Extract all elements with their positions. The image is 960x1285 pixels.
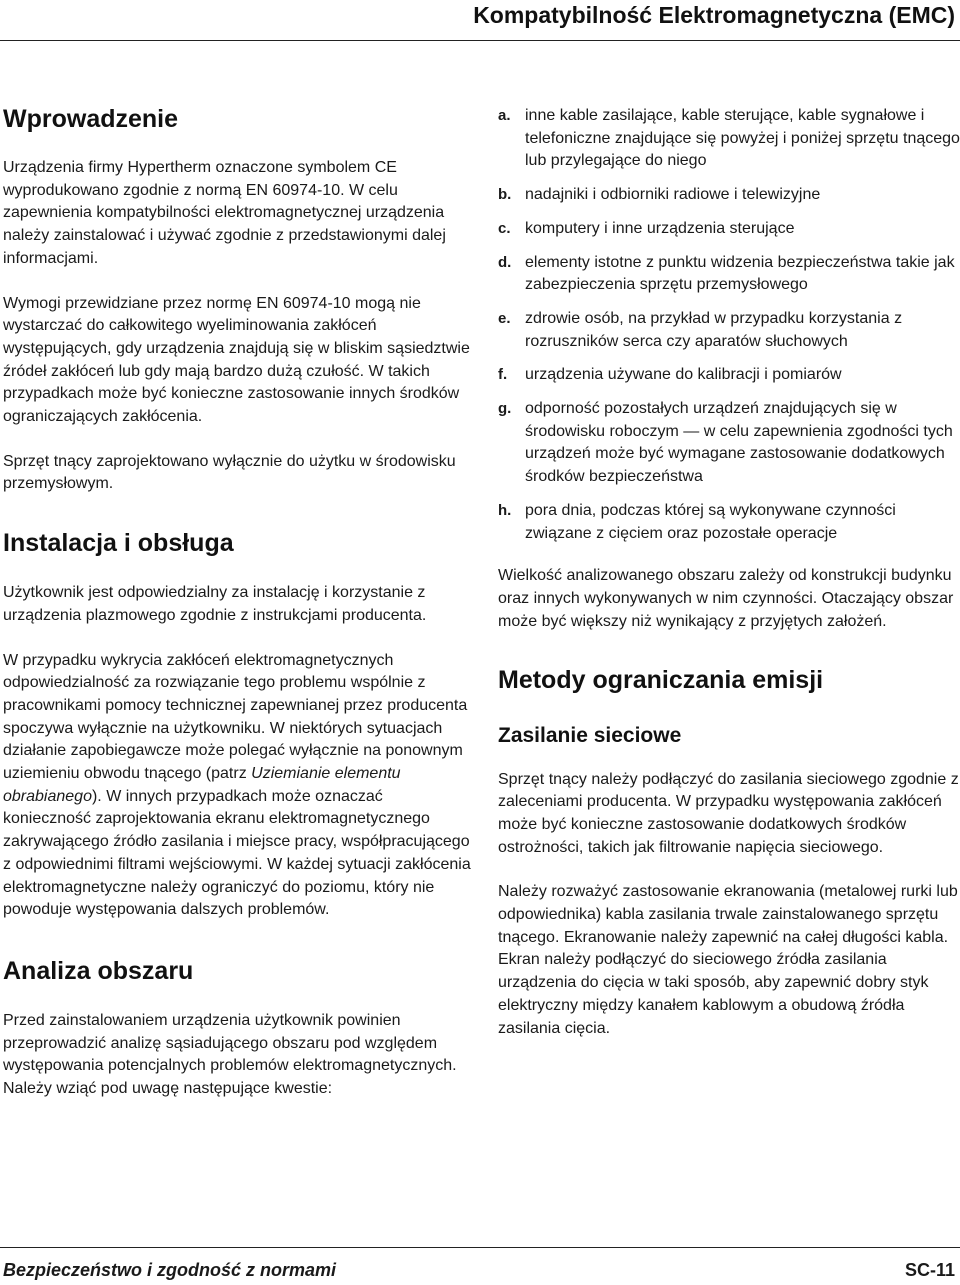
list-item-text: elementy istotne z punktu widzenia bezpieczeństwa takie jak zabezpieczenia sprzętu przemysłowego: [525, 253, 955, 294]
installation-paragraph-2-text-a: W przypadku wykrycia zakłóceń elektromagnetycznych odpowiedzialność za rozwiązanie tego problemu wspólnie z pracownikami pomocy technicznej zapewnianej przez producenta spoczywa wyłącznie na użytkowniku. W niektórych sytuacjach działanie zapobiegawcze może polegać wyłącznie na ponownym uziemieniu obwodu tnącego (patrz: [3, 651, 468, 783]
list-item: [498, 364, 960, 387]
footer-title: Bezpieczeństwo i zgodność z normami: [3, 1260, 337, 1280]
list-marker: b.: [498, 186, 512, 204]
list-item: [498, 398, 960, 489]
list-item-text: urządzenia używane do kalibracji i pomiarów: [525, 366, 842, 384]
list-item-text: nadajniki i odbiorniki radiowe i telewizyjne: [525, 186, 821, 204]
list-item: [498, 308, 960, 353]
workpiece-grounding-reference: Uziemianie elementu obrabianego: [3, 765, 401, 805]
list-marker: f.: [498, 366, 508, 384]
considerations-list: [498, 105, 960, 545]
page-number: SC-11: [904, 1260, 955, 1280]
area-size-paragraph: Wielkość analizowanego obszaru zależy od konstrukcji budynku oraz innych wykonywanych w nim czynności. Otaczający obszar może być większy niż wynikający z przyjętych założeń.: [498, 567, 954, 630]
page-header-title: Kompatybilność Elektromagnetyczna (EMC): [473, 2, 955, 28]
list-marker: h.: [498, 501, 512, 519]
list-item: [498, 105, 960, 173]
list-marker: g.: [498, 400, 512, 418]
list-marker: d.: [498, 253, 512, 271]
intro-paragraph-1: Urządzenia firmy Hypertherm oznaczone symbolem CE wyprodukowano zgodnie z normą EN 60974-10. W celu zapewnienia kompatybilności elektromagnetycznej urządzenia należy zainstalować i używać zgodnie z przedstawionymi dalej informacjami.: [3, 159, 446, 267]
section-heading-emission-methods: Metody ograniczania emisji: [498, 666, 824, 695]
list-item: [498, 184, 960, 207]
intro-paragraph-2: Wymogi przewidziane przez normę EN 60974-10 mogą nie wystarczać do całkowitego wyeliminowania zakłóceń występujących, gdy urządzenia znajdują się w bliskim sąsiedztwie źródeł zakłóceń lub gdy mają bardzo dużą czułość. W takich przypadkach może być konieczne zastosowanie innych środków ograniczających zakłócenia.: [3, 294, 470, 426]
mains-supply-paragraph-2: Należy rozważyć zastosowanie ekranowania (metalowej rurki lub odpowiednika) kabla zasilania trwale zainstalowanego sprzętu tnącego. Ekranowanie należy zapewnić na całej długości kabla. Ekran należy podłączyć do sieciowego źródła zasilania urządzenia do cięcia w taki sposób, aby zapewnić dobry styk elektryczny między kanałem kablowym a obudową źródła zasilania cięcia.: [498, 883, 958, 1037]
list-item: [498, 500, 960, 545]
intro-paragraph-3: Sprzęt tnący zaprojektowano wyłącznie do użytku w środowisku przemysłowym.: [3, 452, 456, 493]
section-heading-area-analysis: Analiza obszaru: [3, 956, 194, 985]
section-heading-intro: Wprowadzenie: [3, 105, 179, 133]
mains-supply-paragraph-1: Sprzęt tnący należy podłączyć do zasilania sieciowego zgodnie z zaleceniami producenta. W przypadku występowania zakłóceń może być konieczne zastosowanie dodatkowych środków ostrożności, takich jak filtrowanie napięcia sieciowego.: [498, 770, 959, 856]
list-item-text: zdrowie osób, na przykład w przypadku korzystania z rozruszników serca czy aparatów słuchowych: [525, 309, 903, 350]
list-item: [498, 218, 960, 241]
area-analysis-paragraph: Przed zainstalowaniem urządzenia użytkownik powinien przeprowadzić analizę sąsiadującego obszaru pod względem występowania potencjalnych problemów elektromagnetycznych. Należy wziąć pod uwagę następujące kwestie:: [3, 1011, 457, 1098]
installation-paragraph-2-text-b: ). W innych przypadkach może oznaczać konieczność zaprojektowania ekranu elektromagnetycznego zakrywającego źródło zasilania i miejsce pracy, współpracującego z odpowiednimi filtrami wejściowymi. W każdej sytuacji zakłócenia elektromagnetyczne należy ograniczyć do poziomu, który nie powoduje występowania dalszych problemów.: [3, 787, 471, 919]
list-item-text: komputery i inne urządzenia sterujące: [525, 219, 795, 237]
list-marker: e.: [498, 309, 511, 327]
list-marker: c.: [498, 219, 511, 237]
header-divider: [0, 40, 960, 41]
subsection-heading-mains-supply: Zasilanie sieciowe: [498, 724, 682, 748]
installation-paragraph-1: Użytkownik jest odpowiedzialny za instalację i korzystanie z urządzenia plazmowego zgodnie z instrukcjami producenta.: [3, 584, 427, 624]
list-marker: a.: [498, 107, 511, 124]
left-column: [3, 100, 473, 1101]
list-item: [498, 252, 960, 297]
footer-divider: [0, 1247, 960, 1248]
list-item-text: inne kable zasilające, kable sterujące, kable sygnałowe i telefoniczne znajdujące się powyżej i poniżej sprzętu tnącego lub przylegające do niego: [525, 107, 960, 170]
list-item-text: odporność pozostałych urządzeń znajdujących się w środowisku roboczym — w celu zapewnienia zgodności tych urządzeń może być wymagane zastosowanie dodatkowych środków bezpieczeństwa: [525, 400, 953, 486]
list-item-text: pora dnia, podczas której są wykonywane czynności związane z cięciem oraz pozostałe operacje: [525, 501, 896, 542]
installation-paragraph-2: [3, 650, 473, 922]
right-column: [498, 105, 960, 1040]
section-heading-installation: Instalacja i obsługa: [3, 529, 234, 558]
